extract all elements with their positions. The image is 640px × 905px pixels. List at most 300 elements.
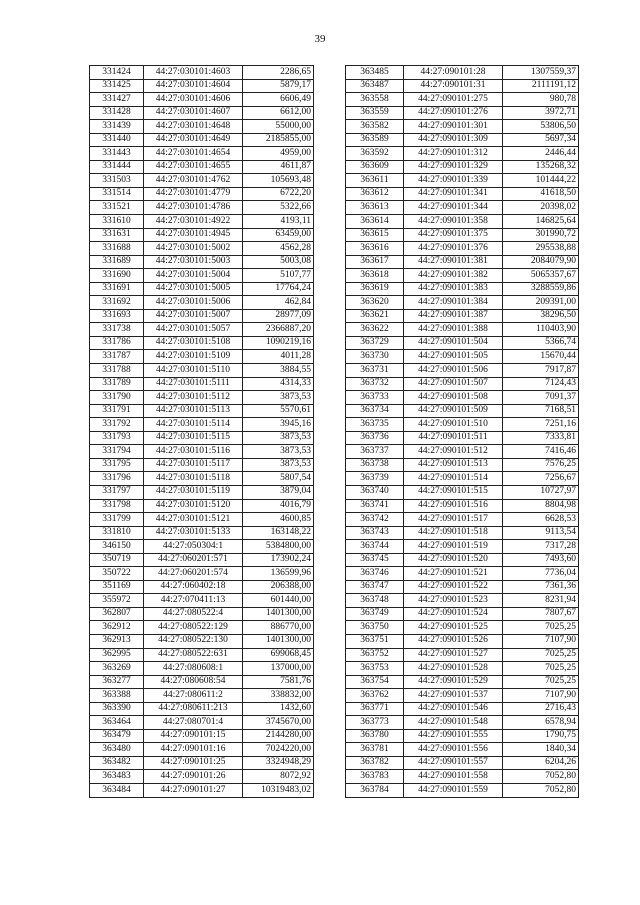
table-row — [346, 662, 579, 676]
value-cell: 7807,67 — [503, 607, 579, 621]
cadastral-number-cell: 44:27:030101:5108 — [144, 336, 243, 350]
record-number-cell: 363617 — [346, 255, 404, 269]
table-row — [90, 160, 314, 174]
cadastral-number-cell: 44:27:030101:4607 — [144, 106, 243, 120]
table-row — [90, 607, 314, 621]
table-row — [346, 607, 579, 621]
cadastral-number-cell: 44:27:030101:5110 — [144, 364, 243, 378]
table-row — [346, 431, 579, 445]
record-number-cell: 363592 — [346, 147, 404, 161]
cadastral-number-cell: 44:27:090101:505 — [404, 350, 503, 364]
record-number-cell: 331798 — [90, 499, 144, 513]
value-cell: 295538,88 — [503, 242, 579, 256]
cadastral-number-cell: 44:27:030101:5002 — [144, 242, 243, 256]
table-row — [90, 296, 314, 310]
table-row — [346, 729, 579, 743]
record-number-cell: 363559 — [346, 106, 404, 120]
record-number-cell: 331688 — [90, 242, 144, 256]
cadastral-number-cell: 44:27:090101:510 — [404, 418, 503, 432]
record-number-cell: 363390 — [90, 702, 144, 716]
record-number-cell: 363748 — [346, 594, 404, 608]
record-number-cell: 331521 — [90, 201, 144, 215]
table-row — [346, 675, 579, 689]
record-number-cell: 363747 — [346, 580, 404, 594]
table-row — [346, 594, 579, 608]
record-number-cell: 363621 — [346, 309, 404, 323]
cadastral-number-cell: 44:27:090101:518 — [404, 526, 503, 540]
value-cell: 4959,00 — [243, 147, 314, 161]
cadastral-number-cell: 44:27:030101:4604 — [144, 79, 243, 93]
value-cell: 5697,34 — [503, 133, 579, 147]
table-row — [90, 567, 314, 581]
value-cell: 980,78 — [503, 93, 579, 107]
record-number-cell: 331792 — [90, 418, 144, 432]
cadastral-number-cell: 44:27:030101:5120 — [144, 499, 243, 513]
cadastral-number-cell: 44:27:060402:18 — [144, 580, 243, 594]
right-table-body — [346, 66, 579, 798]
table-row — [90, 323, 314, 337]
table-row — [346, 526, 579, 540]
table-row — [346, 269, 579, 283]
table-row — [346, 770, 579, 784]
record-number-cell: 363480 — [90, 743, 144, 757]
table-row — [90, 689, 314, 703]
cadastral-number-cell: 44:27:050304:1 — [144, 540, 243, 554]
value-cell: 3884,55 — [243, 364, 314, 378]
value-cell: 8072,92 — [243, 770, 314, 784]
table-row — [346, 323, 579, 337]
cadastral-number-cell: 44:27:090101:511 — [404, 431, 503, 445]
cadastral-number-cell: 44:27:030101:4603 — [144, 66, 243, 80]
table-row — [346, 282, 579, 296]
record-number-cell: 363744 — [346, 540, 404, 554]
value-cell: 3972,71 — [503, 106, 579, 120]
value-cell: 462,84 — [243, 296, 314, 310]
record-number-cell: 363729 — [346, 336, 404, 350]
cadastral-number-cell: 44:27:090101:341 — [404, 187, 503, 201]
cadastral-number-cell: 44:27:030101:5121 — [144, 513, 243, 527]
record-number-cell: 363277 — [90, 675, 144, 689]
value-cell: 7107,90 — [503, 689, 579, 703]
table-row — [346, 228, 579, 242]
table-row — [346, 147, 579, 161]
value-cell: 3745670,00 — [243, 716, 314, 730]
value-cell: 338832,00 — [243, 689, 314, 703]
table-row — [90, 662, 314, 676]
value-cell: 5065357,67 — [503, 269, 579, 283]
value-cell: 3324948,29 — [243, 756, 314, 770]
value-cell: 7091,37 — [503, 391, 579, 405]
record-number-cell: 331424 — [90, 66, 144, 80]
record-number-cell: 346150 — [90, 540, 144, 554]
value-cell: 173902,24 — [243, 553, 314, 567]
right-table — [345, 65, 579, 798]
table-row — [90, 729, 314, 743]
cadastral-number-cell: 44:27:090101:514 — [404, 472, 503, 486]
cadastral-number-cell: 44:27:030101:5004 — [144, 269, 243, 283]
value-cell: 3945,16 — [243, 418, 314, 432]
cadastral-number-cell: 44:27:030101:4654 — [144, 147, 243, 161]
value-cell: 7025,25 — [503, 675, 579, 689]
value-cell: 5570,61 — [243, 404, 314, 418]
cadastral-number-cell: 44:27:030101:4945 — [144, 228, 243, 242]
record-number-cell: 363269 — [90, 662, 144, 676]
value-cell: 7025,25 — [503, 621, 579, 635]
cadastral-number-cell: 44:27:090101:309 — [404, 133, 503, 147]
cadastral-number-cell: 44:27:080522:129 — [144, 621, 243, 635]
record-number-cell: 363771 — [346, 702, 404, 716]
value-cell: 3873,53 — [243, 458, 314, 472]
cadastral-number-cell: 44:27:090101:559 — [404, 783, 503, 797]
record-number-cell: 363738 — [346, 458, 404, 472]
cadastral-number-cell: 44:27:030101:5133 — [144, 526, 243, 540]
table-row — [90, 364, 314, 378]
cadastral-number-cell: 44:27:090101:387 — [404, 309, 503, 323]
table-row — [90, 553, 314, 567]
table-row — [90, 648, 314, 662]
record-number-cell: 331443 — [90, 147, 144, 161]
table-row — [346, 783, 579, 797]
cadastral-number-cell: 44:27:080522:130 — [144, 634, 243, 648]
cadastral-number-cell: 44:27:090101:557 — [404, 756, 503, 770]
value-cell: 3873,53 — [243, 445, 314, 459]
record-number-cell: 331503 — [90, 174, 144, 188]
table-row — [346, 689, 579, 703]
cadastral-number-cell: 44:27:090101:526 — [404, 634, 503, 648]
record-number-cell: 363582 — [346, 120, 404, 134]
cadastral-number-cell: 44:27:090101:339 — [404, 174, 503, 188]
table-row — [346, 242, 579, 256]
cadastral-number-cell: 44:27:090101:16 — [144, 743, 243, 757]
value-cell: 6628,53 — [503, 513, 579, 527]
cadastral-number-cell: 44:27:030101:4786 — [144, 201, 243, 215]
value-cell: 1840,34 — [503, 743, 579, 757]
record-number-cell: 331444 — [90, 160, 144, 174]
table-row — [346, 255, 579, 269]
record-number-cell: 363615 — [346, 228, 404, 242]
cadastral-number-cell: 44:27:030101:4648 — [144, 120, 243, 134]
cadastral-number-cell: 44:27:030101:4655 — [144, 160, 243, 174]
cadastral-number-cell: 44:27:090101:522 — [404, 580, 503, 594]
cadastral-number-cell: 44:27:030101:5119 — [144, 485, 243, 499]
value-cell: 601440,00 — [243, 594, 314, 608]
table-row — [90, 350, 314, 364]
table-row — [90, 201, 314, 215]
value-cell: 7493,60 — [503, 553, 579, 567]
table-row — [90, 743, 314, 757]
record-number-cell: 331693 — [90, 309, 144, 323]
table-row — [346, 296, 579, 310]
record-number-cell: 331691 — [90, 282, 144, 296]
cadastral-number-cell: 44:27:090101:524 — [404, 607, 503, 621]
record-number-cell: 331631 — [90, 228, 144, 242]
record-number-cell: 363762 — [346, 689, 404, 703]
table-row — [90, 282, 314, 296]
table-row — [346, 66, 579, 80]
table-row — [346, 174, 579, 188]
value-cell: 7052,80 — [503, 783, 579, 797]
value-cell: 4611,87 — [243, 160, 314, 174]
record-number-cell: 363739 — [346, 472, 404, 486]
record-number-cell: 363619 — [346, 282, 404, 296]
table-row — [346, 160, 579, 174]
record-number-cell: 331425 — [90, 79, 144, 93]
value-cell: 6606,49 — [243, 93, 314, 107]
value-cell: 135268,32 — [503, 160, 579, 174]
table-row — [90, 336, 314, 350]
table-row — [346, 634, 579, 648]
table-row — [346, 702, 579, 716]
value-cell: 28977,09 — [243, 309, 314, 323]
value-cell: 110403,90 — [503, 323, 579, 337]
record-number-cell: 363558 — [346, 93, 404, 107]
table-row — [346, 201, 579, 215]
record-number-cell: 331793 — [90, 431, 144, 445]
cadastral-number-cell: 44:27:080522:4 — [144, 607, 243, 621]
table-row — [90, 174, 314, 188]
cadastral-number-cell: 44:27:090101:31 — [404, 79, 503, 93]
record-number-cell: 363620 — [346, 296, 404, 310]
value-cell: 6722,20 — [243, 187, 314, 201]
table-row — [346, 93, 579, 107]
record-number-cell: 363751 — [346, 634, 404, 648]
table-row — [346, 621, 579, 635]
value-cell: 4600,85 — [243, 513, 314, 527]
cadastral-number-cell: 44:27:090101:523 — [404, 594, 503, 608]
value-cell: 699068,45 — [243, 648, 314, 662]
value-cell: 5322,66 — [243, 201, 314, 215]
record-number-cell: 363613 — [346, 201, 404, 215]
table-row — [346, 499, 579, 513]
table-row — [90, 445, 314, 459]
record-number-cell: 363783 — [346, 770, 404, 784]
table-row — [346, 404, 579, 418]
table-row — [90, 485, 314, 499]
cadastral-number-cell: 44:27:030101:5057 — [144, 323, 243, 337]
cadastral-number-cell: 44:27:060201:571 — [144, 553, 243, 567]
cadastral-number-cell: 44:27:080608:1 — [144, 662, 243, 676]
cadastral-number-cell: 44:27:030101:5114 — [144, 418, 243, 432]
record-number-cell: 331689 — [90, 255, 144, 269]
value-cell: 3873,53 — [243, 391, 314, 405]
table-row — [346, 743, 579, 757]
record-number-cell: 363611 — [346, 174, 404, 188]
value-cell: 1307559,37 — [503, 66, 579, 80]
table-row — [90, 513, 314, 527]
table-row — [346, 350, 579, 364]
cadastral-number-cell: 44:27:070411:13 — [144, 594, 243, 608]
value-cell: 7052,80 — [503, 770, 579, 784]
value-cell: 2084079,90 — [503, 255, 579, 269]
record-number-cell: 363743 — [346, 526, 404, 540]
value-cell: 1090219,16 — [243, 336, 314, 350]
value-cell: 7361,36 — [503, 580, 579, 594]
record-number-cell: 363782 — [346, 756, 404, 770]
cadastral-number-cell: 44:27:090101:344 — [404, 201, 503, 215]
table-row — [346, 106, 579, 120]
cadastral-number-cell: 44:27:030101:5003 — [144, 255, 243, 269]
value-cell: 1790,75 — [503, 729, 579, 743]
table-row — [90, 79, 314, 93]
cadastral-number-cell: 44:27:090101:525 — [404, 621, 503, 635]
table-row — [346, 377, 579, 391]
cadastral-number-cell: 44:27:090101:26 — [144, 770, 243, 784]
cadastral-number-cell: 44:27:090101:312 — [404, 147, 503, 161]
record-number-cell: 331797 — [90, 485, 144, 499]
cadastral-number-cell: 44:27:090101:329 — [404, 160, 503, 174]
record-number-cell: 363740 — [346, 485, 404, 499]
value-cell: 7576,25 — [503, 458, 579, 472]
cadastral-number-cell: 44:27:030101:4606 — [144, 93, 243, 107]
record-number-cell: 331738 — [90, 323, 144, 337]
cadastral-number-cell: 44:27:080611:2 — [144, 689, 243, 703]
table-row — [346, 553, 579, 567]
record-number-cell: 331788 — [90, 364, 144, 378]
value-cell: 7333,81 — [503, 431, 579, 445]
cadastral-number-cell: 44:27:090101:376 — [404, 242, 503, 256]
record-number-cell: 331810 — [90, 526, 144, 540]
value-cell: 10727,97 — [503, 485, 579, 499]
table-row — [346, 648, 579, 662]
record-number-cell: 331439 — [90, 120, 144, 134]
table-row — [346, 309, 579, 323]
table-row — [346, 120, 579, 134]
cadastral-number-cell: 44:27:090101:275 — [404, 93, 503, 107]
cadastral-number-cell: 44:27:030101:5005 — [144, 282, 243, 296]
table-row — [90, 756, 314, 770]
value-cell: 5807,54 — [243, 472, 314, 486]
record-number-cell: 363742 — [346, 513, 404, 527]
cadastral-number-cell: 44:27:090101:555 — [404, 729, 503, 743]
record-number-cell: 363781 — [346, 743, 404, 757]
table-row — [346, 756, 579, 770]
record-number-cell: 363483 — [90, 770, 144, 784]
value-cell: 146825,64 — [503, 215, 579, 229]
value-cell: 2716,43 — [503, 702, 579, 716]
record-number-cell: 331610 — [90, 215, 144, 229]
cadastral-number-cell: 44:27:080608:54 — [144, 675, 243, 689]
cadastral-number-cell: 44:27:090101:508 — [404, 391, 503, 405]
record-number-cell: 363732 — [346, 377, 404, 391]
record-number-cell: 362807 — [90, 607, 144, 621]
value-cell: 7251,16 — [503, 418, 579, 432]
table-row — [90, 391, 314, 405]
value-cell: 20398,02 — [503, 201, 579, 215]
cadastral-number-cell: 44:27:090101:388 — [404, 323, 503, 337]
table-row — [346, 418, 579, 432]
page-number: 39 — [314, 33, 326, 45]
record-number-cell: 331796 — [90, 472, 144, 486]
record-number-cell: 363753 — [346, 662, 404, 676]
value-cell: 209391,00 — [503, 296, 579, 310]
table-row — [90, 242, 314, 256]
record-number-cell: 363479 — [90, 729, 144, 743]
value-cell: 41618,50 — [503, 187, 579, 201]
value-cell: 136599,96 — [243, 567, 314, 581]
record-number-cell: 363741 — [346, 499, 404, 513]
record-number-cell: 350722 — [90, 567, 144, 581]
cadastral-number-cell: 44:27:030101:5117 — [144, 458, 243, 472]
value-cell: 2111191,12 — [503, 79, 579, 93]
cadastral-number-cell: 44:27:090101:556 — [404, 743, 503, 757]
cadastral-number-cell: 44:27:090101:517 — [404, 513, 503, 527]
value-cell: 7917,87 — [503, 364, 579, 378]
record-number-cell: 363734 — [346, 404, 404, 418]
table-row — [346, 336, 579, 350]
table-row — [90, 675, 314, 689]
value-cell: 5366,74 — [503, 336, 579, 350]
value-cell: 1401300,00 — [243, 607, 314, 621]
value-cell: 7025,25 — [503, 648, 579, 662]
table-row — [346, 364, 579, 378]
cadastral-number-cell: 44:27:090101:358 — [404, 215, 503, 229]
table-row — [90, 187, 314, 201]
record-number-cell: 363618 — [346, 269, 404, 283]
record-number-cell: 331795 — [90, 458, 144, 472]
cadastral-number-cell: 44:27:030101:5006 — [144, 296, 243, 310]
cadastral-number-cell: 44:27:090101:528 — [404, 662, 503, 676]
cadastral-number-cell: 44:27:090101:513 — [404, 458, 503, 472]
value-cell: 5879,17 — [243, 79, 314, 93]
value-cell: 7124,43 — [503, 377, 579, 391]
cadastral-number-cell: 44:27:080701:4 — [144, 716, 243, 730]
value-cell: 4193,11 — [243, 215, 314, 229]
table-row — [90, 404, 314, 418]
record-number-cell: 331790 — [90, 391, 144, 405]
value-cell: 10319483,02 — [243, 783, 314, 797]
record-number-cell: 363464 — [90, 716, 144, 730]
table-row — [346, 580, 579, 594]
value-cell: 2446,44 — [503, 147, 579, 161]
record-number-cell: 331690 — [90, 269, 144, 283]
value-cell: 4314,33 — [243, 377, 314, 391]
value-cell: 7581,76 — [243, 675, 314, 689]
cadastral-number-cell: 44:27:090101:515 — [404, 485, 503, 499]
record-number-cell: 363773 — [346, 716, 404, 730]
record-number-cell: 363749 — [346, 607, 404, 621]
record-number-cell: 363737 — [346, 445, 404, 459]
value-cell: 7107,90 — [503, 634, 579, 648]
value-cell: 206388,00 — [243, 580, 314, 594]
value-cell: 3873,53 — [243, 431, 314, 445]
left-table — [89, 65, 314, 798]
record-number-cell: 331692 — [90, 296, 144, 310]
cadastral-number-cell: 44:27:090101:25 — [144, 756, 243, 770]
record-number-cell: 363746 — [346, 567, 404, 581]
value-cell: 4016,79 — [243, 499, 314, 513]
cadastral-number-cell: 44:27:090101:27 — [144, 783, 243, 797]
cadastral-number-cell: 44:27:030101:4922 — [144, 215, 243, 229]
cadastral-number-cell: 44:27:060201:574 — [144, 567, 243, 581]
cadastral-number-cell: 44:27:090101:519 — [404, 540, 503, 554]
value-cell: 105693,48 — [243, 174, 314, 188]
record-number-cell: 331440 — [90, 133, 144, 147]
record-number-cell: 363784 — [346, 783, 404, 797]
value-cell: 38296,50 — [503, 309, 579, 323]
cadastral-number-cell: 44:27:030101:5112 — [144, 391, 243, 405]
record-number-cell: 331427 — [90, 93, 144, 107]
record-number-cell: 362995 — [90, 648, 144, 662]
value-cell: 6204,26 — [503, 756, 579, 770]
table-row — [346, 716, 579, 730]
cadastral-number-cell: 44:27:030101:4762 — [144, 174, 243, 188]
record-number-cell: 362913 — [90, 634, 144, 648]
value-cell: 7317,28 — [503, 540, 579, 554]
record-number-cell: 363614 — [346, 215, 404, 229]
cadastral-number-cell: 44:27:030101:5116 — [144, 445, 243, 459]
cadastral-number-cell: 44:27:090101:520 — [404, 553, 503, 567]
table-row — [346, 485, 579, 499]
